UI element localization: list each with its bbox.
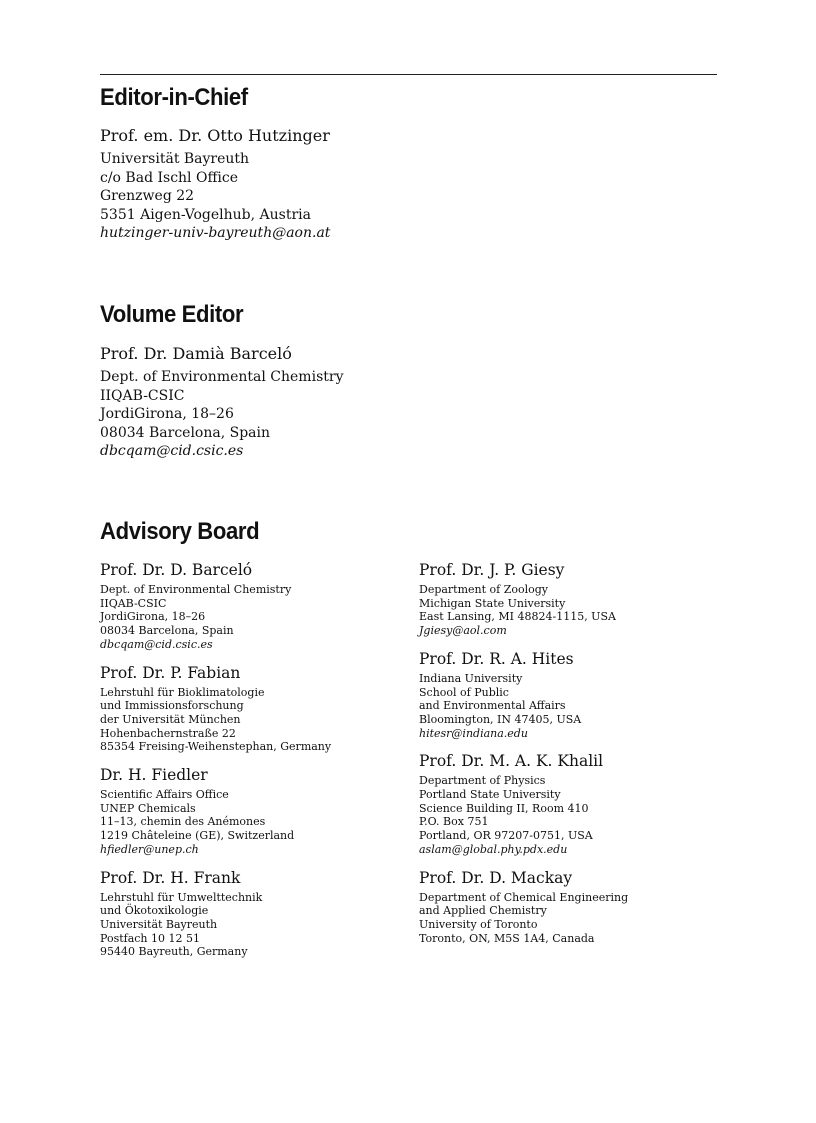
advisory-board-heading: Advisory Board [100, 518, 260, 545]
top-rule [100, 74, 717, 75]
address-line: Science Building II, Room 410 [419, 801, 589, 815]
address-line: JordiGirona, 18–26 [100, 406, 234, 423]
email-link[interactable]: Jgiesy@aol.com [419, 624, 507, 638]
board-member-name: Prof. Dr. J. P. Giesy [419, 561, 565, 579]
volume-editor-name: Prof. Dr. Damià Barceló [100, 344, 292, 363]
address-line: 5351 Aigen-Vogelhub, Austria [100, 206, 311, 223]
board-member-name: Prof. Dr. P. Fabian [100, 663, 241, 682]
address-line: Postfach 10 12 51 [100, 931, 200, 945]
email-link[interactable]: dbcqam@cid.csic.es [100, 637, 213, 651]
address-line: P.O. Box 751 [419, 815, 489, 829]
board-member [100, 664, 400, 755]
email-link[interactable]: aslam@global.phy.pdx.edu [419, 842, 568, 856]
address-line: Universität Bayreuth [100, 917, 218, 931]
address-line: IIQAB-CSIC [100, 387, 185, 404]
address-line: Department of Zoology [419, 583, 549, 596]
email-link[interactable]: hutzinger-univ-bayreuth@aon.at [100, 225, 331, 242]
address-line: Universität Bayreuth [100, 151, 250, 167]
email-link[interactable]: dbcqam@cid.csic.es [100, 443, 244, 460]
address-line: 08034 Barcelona, Spain [100, 624, 234, 638]
editor-in-chief-name: Prof. em. Dr. Otto Hutzinger [100, 126, 330, 145]
editor-in-chief-block [100, 126, 330, 243]
address-line: and Environmental Affairs [419, 699, 566, 713]
address-line: Department of Physics [419, 774, 546, 788]
address-line: Portland State University [419, 788, 561, 802]
address-line: der Universität München [100, 712, 241, 726]
board-member-name: Prof. Dr. D. Barceló [100, 561, 253, 579]
address-line: 95440 Bayreuth, Germany [100, 945, 248, 959]
board-member [419, 869, 719, 946]
address-line: c/o Bad Ischl Office [100, 169, 239, 186]
email-link[interactable]: hitesr@indiana.edu [419, 726, 528, 740]
address-line: and Applied Chemistry [419, 904, 547, 918]
address-line: Hohenbachernstraße 22 [100, 726, 236, 740]
board-member [100, 561, 400, 652]
board-member [419, 650, 719, 741]
address-line: Lehrstuhl für Umwelttechnik [100, 890, 263, 904]
address-line: Department of Chemical Engineering [419, 890, 629, 904]
address-line: IIQAB-CSIC [100, 596, 167, 610]
board-member [100, 766, 400, 857]
address-line: Toronto, ON, M5S 1A4, Canada [419, 931, 595, 945]
address-line: Grenzweg 22 [100, 188, 195, 205]
address-line: UNEP Chemicals [100, 801, 196, 815]
address-line: School of Public [419, 685, 509, 699]
address-line: 1219 Châteleine (GE), Switzerland [100, 829, 295, 843]
volume-editor-heading: Volume Editor [100, 301, 244, 328]
board-member-name: Prof. Dr. D. Mackay [419, 868, 573, 887]
address-line: Dept. of Environmental Chemistry [100, 583, 292, 596]
board-member-name: Dr. H. Fiedler [100, 766, 208, 785]
address-line: 08034 Barcelona, Spain [100, 424, 271, 441]
address-line: University of Toronto [419, 917, 538, 931]
address-line: JordiGirona, 18–26 [100, 610, 206, 624]
address-line: und Immissionsforschung [100, 699, 244, 713]
address-line: Michigan State University [419, 596, 566, 610]
board-member-name: Prof. Dr. H. Frank [100, 868, 241, 887]
address-line: Indiana University [419, 671, 523, 685]
address-line: Scientific Affairs Office [100, 788, 229, 802]
editor-in-chief-heading: Editor-in-Chief [100, 84, 248, 111]
advisory-board-right-column [419, 561, 719, 945]
address-line: Bloomington, IN 47405, USA [419, 712, 582, 726]
address-line: und Ökotoxikologie [100, 904, 209, 918]
board-member-name: Prof. Dr. R. A. Hites [419, 649, 574, 668]
email-link[interactable]: hfiedler@unep.ch [100, 842, 199, 856]
address-line: Dept. of Environmental Chemistry [100, 369, 344, 385]
advisory-board-left-column [100, 561, 400, 959]
board-member [419, 561, 719, 638]
address-line: Portland, OR 97207-0751, USA [419, 829, 593, 843]
board-member [100, 869, 400, 960]
board-member-name: Prof. Dr. M. A. K. Khalil [419, 752, 604, 771]
address-line: 11–13, chemin des Anémones [100, 815, 266, 829]
address-line: Lehrstuhl für Bioklimatologie [100, 685, 265, 699]
volume-editor-block [100, 344, 343, 461]
board-member [419, 752, 719, 856]
address-line: 85354 Freising-Weihenstephan, Germany [100, 740, 332, 754]
address-line: East Lansing, MI 48824-1115, USA [419, 610, 616, 624]
